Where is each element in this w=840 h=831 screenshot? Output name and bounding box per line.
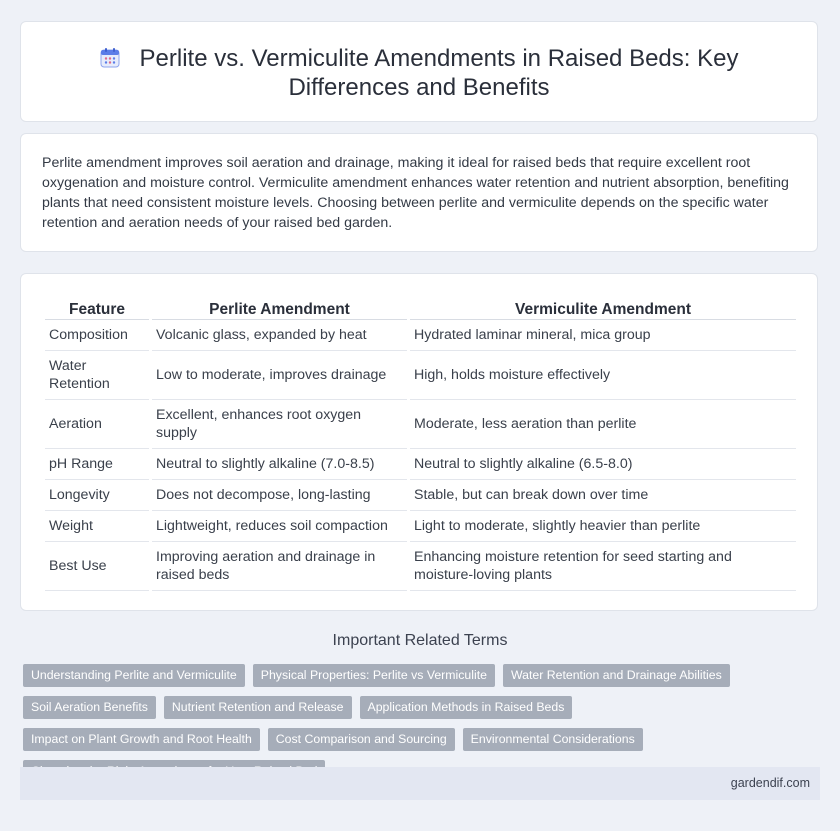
table-cell: Weight (45, 511, 149, 542)
table-row (45, 351, 796, 400)
table-cell: High, holds moisture effectively (410, 351, 796, 400)
comparison-table (42, 294, 799, 591)
table-cell: Improving aeration and drainage in raised beds (152, 542, 407, 591)
related-terms-title: Important Related Terms (332, 632, 508, 649)
title-line-2: Differences and Benefits (288, 74, 550, 101)
table-header-row (45, 294, 796, 320)
related-term-tag[interactable]: Application Methods in Raised Beds (360, 696, 573, 719)
table-row (45, 400, 796, 449)
page-title (21, 44, 817, 102)
table-cell: Moderate, less aeration than perlite (410, 400, 796, 449)
table-cell: Hydrated laminar mineral, mica group (410, 320, 796, 351)
related-terms-list (23, 664, 803, 783)
table-cell: Neutral to slightly alkaline (7.0-8.5) (152, 449, 407, 480)
table-cell: Enhancing moisture retention for seed starting and moisture-loving plants (410, 542, 796, 591)
header-feature: Feature (45, 294, 149, 320)
table-cell: Best Use (45, 542, 149, 591)
table-cell: Low to moderate, improves drainage (152, 351, 407, 400)
table-row (45, 511, 796, 542)
table-cell: Lightweight, reduces soil compaction (152, 511, 407, 542)
title-line-1: Perlite vs. Vermiculite Amendments in Raised Beds: Key (139, 45, 739, 72)
table-cell: Stable, but can break down over time (410, 480, 796, 511)
intro-card (20, 133, 818, 252)
table-row (45, 542, 796, 591)
table-row (45, 449, 796, 480)
related-term-tag[interactable]: Environmental Considerations (463, 728, 643, 751)
related-term-tag[interactable]: Nutrient Retention and Release (164, 696, 352, 719)
table-row (45, 480, 796, 511)
table-cell: Light to moderate, slightly heavier than perlite (410, 511, 796, 542)
related-term-tag[interactable]: Water Retention and Drainage Abilities (503, 664, 730, 687)
table-cell: Neutral to slightly alkaline (6.5-8.0) (410, 449, 796, 480)
header-perlite: Perlite Amendment (152, 294, 407, 320)
table-cell: Water Retention (45, 351, 149, 400)
related-term-tag[interactable]: Cost Comparison and Sourcing (268, 728, 455, 751)
table-cell: Excellent, enhances root oxygen supply (152, 400, 407, 449)
comparison-table-card (20, 273, 818, 611)
table-cell: Composition (45, 320, 149, 351)
footer (20, 767, 820, 800)
table-cell: Does not decompose, long-lasting (152, 480, 407, 511)
table-cell: Volcanic glass, expanded by heat (152, 320, 407, 351)
related-term-tag[interactable]: Soil Aeration Benefits (23, 696, 156, 719)
header-vermiculite: Vermiculite Amendment (410, 294, 796, 320)
title-card (20, 21, 818, 122)
footer-site-link[interactable]: gardendif.com (730, 776, 810, 790)
table-cell: Aeration (45, 400, 149, 449)
related-term-tag[interactable]: Understanding Perlite and Vermiculite (23, 664, 245, 687)
table-cell: Longevity (45, 480, 149, 511)
related-term-tag[interactable]: Physical Properties: Perlite vs Vermiculite (253, 664, 495, 687)
table-cell: pH Range (45, 449, 149, 480)
table-row (45, 320, 796, 351)
intro-paragraph: Perlite amendment improves soil aeration and drainage, making it ideal for raised beds that require excellent root oxygenation and moisture control. Vermiculite amendment enhances water retention and nutrient absorption, benefiting plants that need consistent moisture levels. Choosing between perlite and vermiculite depends on the specific water retention and aeration needs of your raised bed garden. (42, 155, 789, 231)
related-term-tag[interactable]: Impact on Plant Growth and Root Health (23, 728, 260, 751)
calendar-icon (100, 47, 120, 68)
